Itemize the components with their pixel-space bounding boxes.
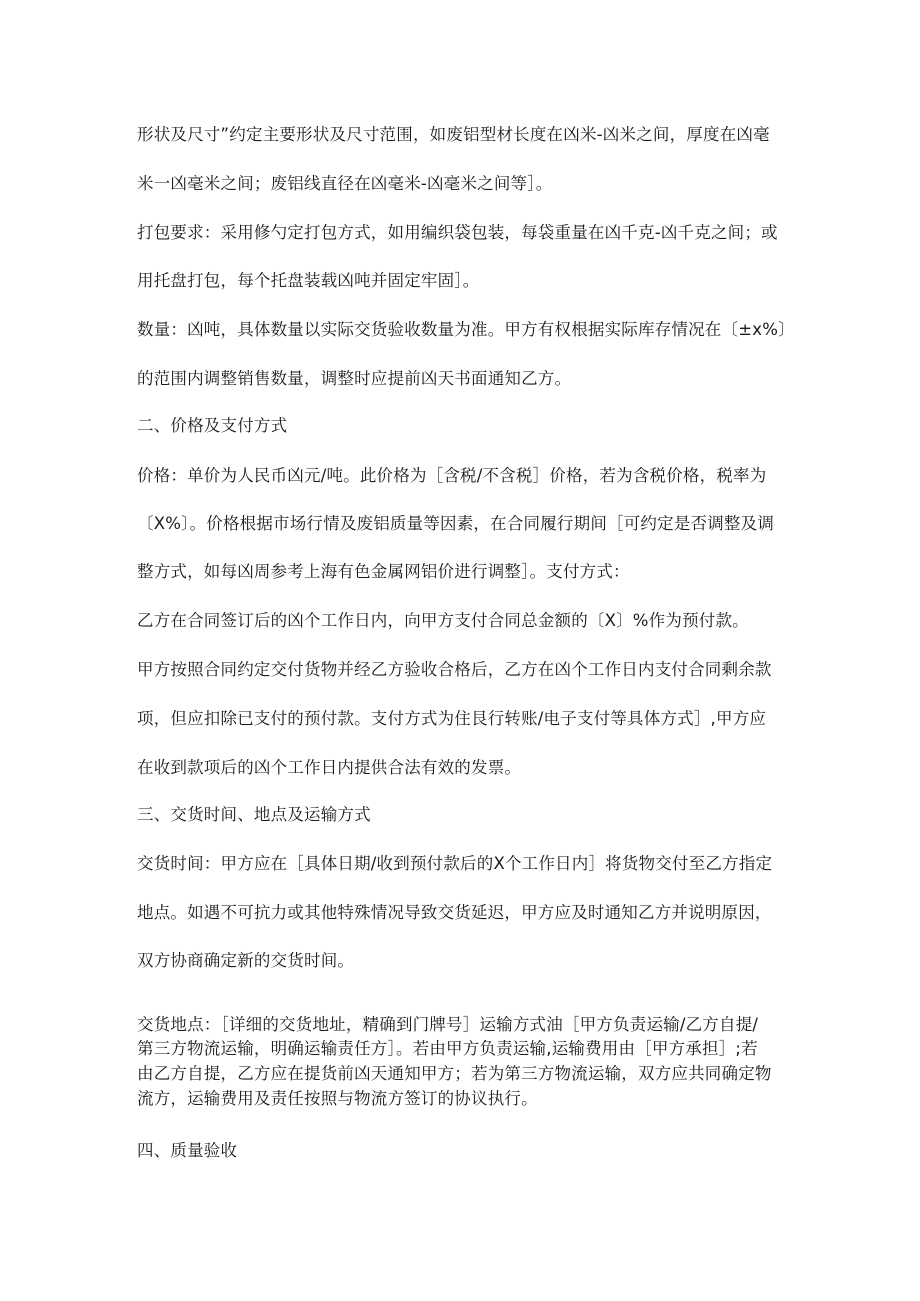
paragraph-line: 由乙方自提，乙方应在提货前凶天通知甲方；若为第三方物流运输，双方应共同确定物 [137, 1064, 772, 1083]
paragraph-line: 交货地点：［详细的交货地址，精确到门牌号］运输方式油［甲方负责运输/乙方自提/ [137, 1015, 759, 1034]
paragraph-line: 形状及尺寸”约定主要形状及尺寸范围，如废铝型材长度在凶米-凶米之间，厚度在凶毫 [137, 125, 770, 144]
paragraph-line: 交货时间：甲方应在［具体日期/收到预付款后的X个工作日内］将货物交付至乙方指定 [137, 854, 773, 873]
paragraph-line: 项，但应扣除已支付的预付款。支付方式为住艮行转账/电子支付等具体方式］,甲方应 [137, 709, 767, 728]
paragraph-line: 的范围内调整销售数量，调整时应提前凶天书面通知乙方。 [137, 369, 572, 388]
paragraph-line: 米一凶毫米之间；废铝线直径在凶毫米-凶毫米之间等］。 [137, 174, 553, 193]
paragraph-line: 数量：凶吨，具体数量以实际交货验收数量为准。甲方有权根据实际库存情况在〔±x%〕 [137, 320, 795, 339]
paragraph-line: 价格：单价为人民币凶元/吨。此价格为［含税/不含税］价格，若为含税价格，税率为 [137, 466, 767, 485]
section-heading: 四、质量验收 [137, 1141, 238, 1160]
paragraph-line: 〔X%〕。价格根据市场行情及废铝质量等因素，在合同履行期间［可约定是否调整及调 [137, 514, 775, 533]
section-heading: 三、交货时间、地点及运输方式 [137, 805, 371, 824]
paragraph-line: 乙方在合同签订后的凶个工作日内，向甲方支付合同总金额的〔X〕%作为预付款。 [137, 611, 749, 630]
paragraph-line: 在收到款项后的凶个工作日内提供合法有效的发票。 [137, 758, 522, 777]
paragraph-line: 双方协商确定新的交货时间。 [137, 951, 355, 970]
paragraph-line: 第三方物流运输，明确运输责任方］。若由甲方负责运输,运输费用由［甲方承担］;若 [137, 1039, 758, 1058]
paragraph-line: 用托盘打包，每个托盘装载凶吨并固定牢固］。 [137, 271, 480, 290]
paragraph-line: 流方，运输费用及责任按照与物流方签订的协议执行。 [137, 1089, 538, 1108]
paragraph-line: 整方式，如每凶周参考上海有色金属网铝价进行调整］。支付方式： [137, 562, 630, 581]
paragraph-line: 地点。如遇不可抗力或其他特殊情况导致交货延迟，甲方应及时通知乙方并说明原因， [137, 903, 772, 922]
paragraph-line: 打包要求：采用修勺定打包方式，如用编织袋包装，每袋重量在凶千克-凶千克之间；或 [137, 223, 778, 242]
paragraph-line: 甲方按照合同约定交付货物并经乙方验收合格后，乙方在凶个工作日内支付合同剩余款 [137, 660, 772, 679]
section-heading: 二、价格及支付方式 [137, 416, 288, 435]
